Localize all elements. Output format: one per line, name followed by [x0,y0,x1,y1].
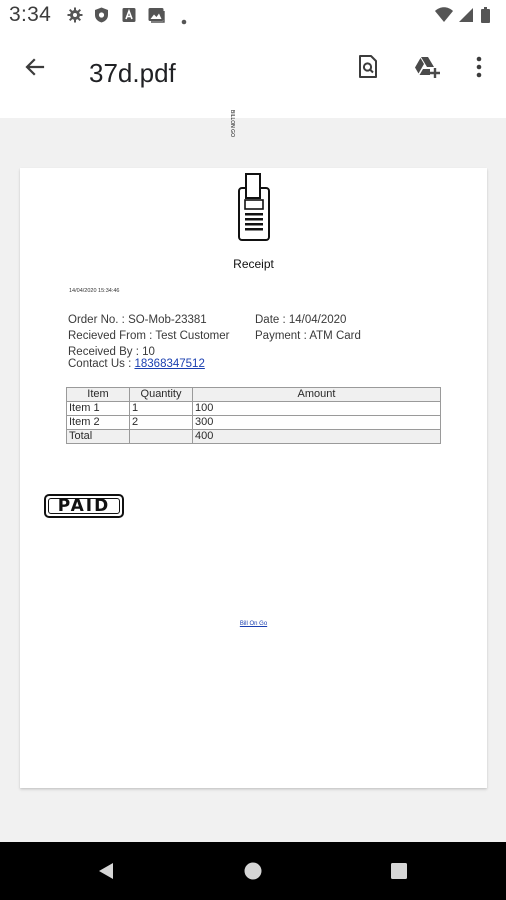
dot-icon [181,12,187,30]
contact-label: Contact Us : [68,358,132,370]
payment-method: Payment : ATM Card [255,330,361,342]
total-amount: 400 [193,430,441,444]
file-title: 37d.pdf [89,58,176,88]
arrow-left-icon [23,55,47,79]
battery-icon [481,7,490,23]
footer-link[interactable]: Bill On Go [239,621,268,627]
pdf-page[interactable] [20,110,487,788]
cell-amount: 300 [193,416,441,430]
contact-line [68,358,205,370]
paid-stamp-text: PAID [57,496,111,516]
total-quantity [130,430,193,444]
pos-terminal-logo [229,110,272,249]
status-bar [0,0,506,32]
table-total-row [67,430,441,444]
font-icon [122,7,136,28]
status-right-icons [434,6,496,31]
back-button[interactable] [14,46,56,88]
header-quantity: Quantity [130,388,193,402]
nav-home-button[interactable] [238,856,268,886]
add-to-drive-icon [413,55,441,79]
cell-item: Item 1 [67,402,130,416]
settings-icon [67,7,83,28]
nav-recents-button[interactable] [384,856,414,886]
header-amount: Amount [193,388,441,402]
received-from: Recieved From : Test Customer [68,330,230,342]
cell-amount: 100 [193,402,441,416]
cell-item: Item 2 [67,416,130,430]
gallery-icon [148,7,166,28]
find-in-file-icon [356,54,380,80]
paid-stamp [44,494,124,518]
received-by: Received By : 10 [68,346,155,358]
table-header-row [67,388,441,402]
table-row [67,402,441,416]
order-date: Date : 14/04/2020 [255,314,347,326]
nav-back-button[interactable] [91,856,121,886]
header-item: Item [67,388,130,402]
more-options-button[interactable] [458,46,500,88]
status-time: 3:34 [9,3,52,26]
more-vert-icon [476,56,482,78]
receipt-title: Receipt [233,257,274,271]
cell-quantity: 2 [130,416,193,430]
order-number: Order No. : SO-Mob-23381 [68,314,207,326]
cell-quantity: 1 [130,402,193,416]
device-label: BILLON GO [229,110,235,137]
receipt-timestamp: 14/04/2020 15:34:46 [69,288,120,294]
contact-number-link[interactable]: 18368347512 [134,358,205,370]
signal-icon [459,8,473,22]
back-triangle-icon [96,861,116,881]
add-to-drive-button[interactable] [406,46,448,88]
shield-icon [94,7,109,28]
app-bar [0,32,506,118]
navigation-bar [0,842,506,900]
table-row [67,416,441,430]
home-circle-icon [243,861,263,881]
total-label: Total [67,430,130,444]
recents-square-icon [390,862,408,880]
items-table [66,387,441,444]
wifi-icon [435,7,453,22]
find-in-file-button[interactable] [347,46,389,88]
